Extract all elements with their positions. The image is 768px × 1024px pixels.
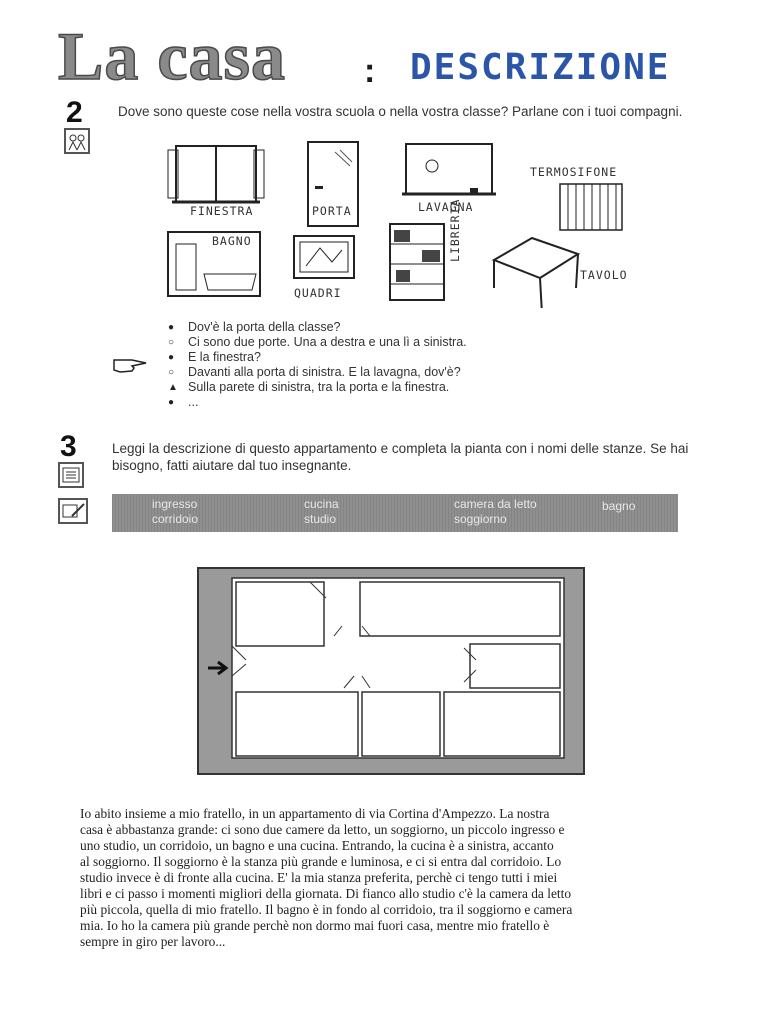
- dialogue-line: ○ Davanti alla porta di sinistra. E la lavagna, dov'è?: [168, 365, 461, 379]
- label-lavagna: LAVAGNA: [418, 200, 474, 214]
- radiator-illustration: [560, 184, 622, 230]
- room-bottom-middle: [362, 692, 440, 756]
- room-mid-right: [470, 644, 560, 688]
- label-termosifone: TERMOSIFONE: [530, 165, 618, 179]
- word-camera-da-letto: camera da letto: [454, 497, 537, 511]
- exercise-3-instruction-line2: bisogno, fatti aiutare dal tuo insegnante.: [112, 458, 352, 473]
- paragraph-line: più piccola, quella di mio fratello. Il bagno è in fondo al corridoio, tra il soggiorno e camera: [80, 902, 573, 917]
- exercise-2-number: 2: [66, 96, 83, 129]
- label-quadri: QUADRI: [294, 286, 342, 300]
- pointing-hand-icon: [112, 354, 148, 381]
- paragraph-line: casa è abbastanza grande: ci sono due camere da letto, un soggiorno, un piccolo ingresso e: [80, 822, 565, 837]
- room-bottom-left: [236, 692, 358, 756]
- dialogue-line: ● E la finestra?: [168, 350, 261, 364]
- word-bagno: bagno: [602, 499, 636, 513]
- window-illustration: [168, 146, 264, 202]
- floor-plan: [194, 564, 590, 780]
- label-bagno: BAGNO: [212, 234, 252, 248]
- exercise-3-instruction-line1: Leggi la descrizione di questo appartamento e completa la pianta con i nomi delle stanze. Se hai: [112, 441, 689, 456]
- bookcase-illustration: [390, 224, 444, 300]
- paragraph-line: al soggiorno. Il soggiorno è la stanza più grande e luminosa, e ci si entra dal corridoio. Lo: [80, 854, 562, 869]
- paragraph-line: uno studio, un corridoio, un bagno e una cucina. Entrando, la cucina è a sinistra, accanto: [80, 838, 554, 853]
- blackboard-illustration: [402, 144, 496, 194]
- dialogue-line: ● Dov'è la porta della classe?: [168, 320, 341, 334]
- paragraph-line: mia. Io ho la camera più grande perchè non dormo mai fuori casa, mentre mio fratello è: [80, 918, 550, 933]
- word-soggiorno: soggiorno: [454, 512, 507, 526]
- exercise-3-number: 3: [60, 430, 77, 463]
- dialogue-line: ○ Ci sono due porte. Una a destra e una lì a sinistra.: [168, 335, 467, 349]
- apartment-description: [80, 806, 680, 950]
- room-top-left: [236, 582, 324, 646]
- vocabulary-illustrations: [160, 138, 650, 308]
- word-studio: studio: [304, 512, 337, 526]
- label-tavolo: TAVOLO: [580, 268, 628, 282]
- word-ingresso: ingresso: [152, 497, 198, 511]
- page-title: La casa: [58, 18, 286, 94]
- label-finestra: FINESTRA: [190, 204, 254, 218]
- table-illustration: [494, 238, 578, 308]
- label-porta: PORTA: [312, 204, 352, 218]
- word-corridoio: corridoio: [152, 512, 199, 526]
- paragraph-line: Io abito insieme a mio fratello, in un appartamento di via Cortina d'Ampezzo. La nostra: [80, 806, 550, 821]
- pictures-illustration: [294, 236, 354, 278]
- speaking-icon: [64, 128, 90, 154]
- dialogue-line: ▲ Sulla parete di sinistra, tra la porta e la finestra.: [168, 380, 450, 394]
- room-bottom-right: [444, 692, 560, 756]
- dialogue-list: [168, 320, 467, 410]
- paragraph-line: studio invece è di fronte alla cucina. E' la mia stanza preferita, perchè ci tengo tutti i miei: [80, 870, 558, 885]
- paragraph-line: libri e ci passo i momenti migliori della giornata. Di fianco allo studio c'è la camera da letto: [80, 886, 572, 901]
- room-top-right: [360, 582, 560, 636]
- label-libreria: LIBRERIA: [448, 198, 462, 262]
- writing-icon: [58, 498, 88, 524]
- dialogue-line: ● ...: [168, 395, 199, 409]
- exercise-2-instruction: Dove sono queste cose nella vostra scuola o nella vostra classe? Parlane con i tuoi compagni.: [118, 104, 683, 119]
- page-subtitle: DESCRIZIONE: [410, 47, 671, 88]
- reading-icon: [58, 462, 84, 488]
- word-cucina: cucina: [304, 497, 339, 511]
- title-colon: :: [364, 52, 376, 90]
- word-bank: [112, 494, 678, 532]
- paragraph-line: sempre in giro per lavoro...: [80, 934, 226, 949]
